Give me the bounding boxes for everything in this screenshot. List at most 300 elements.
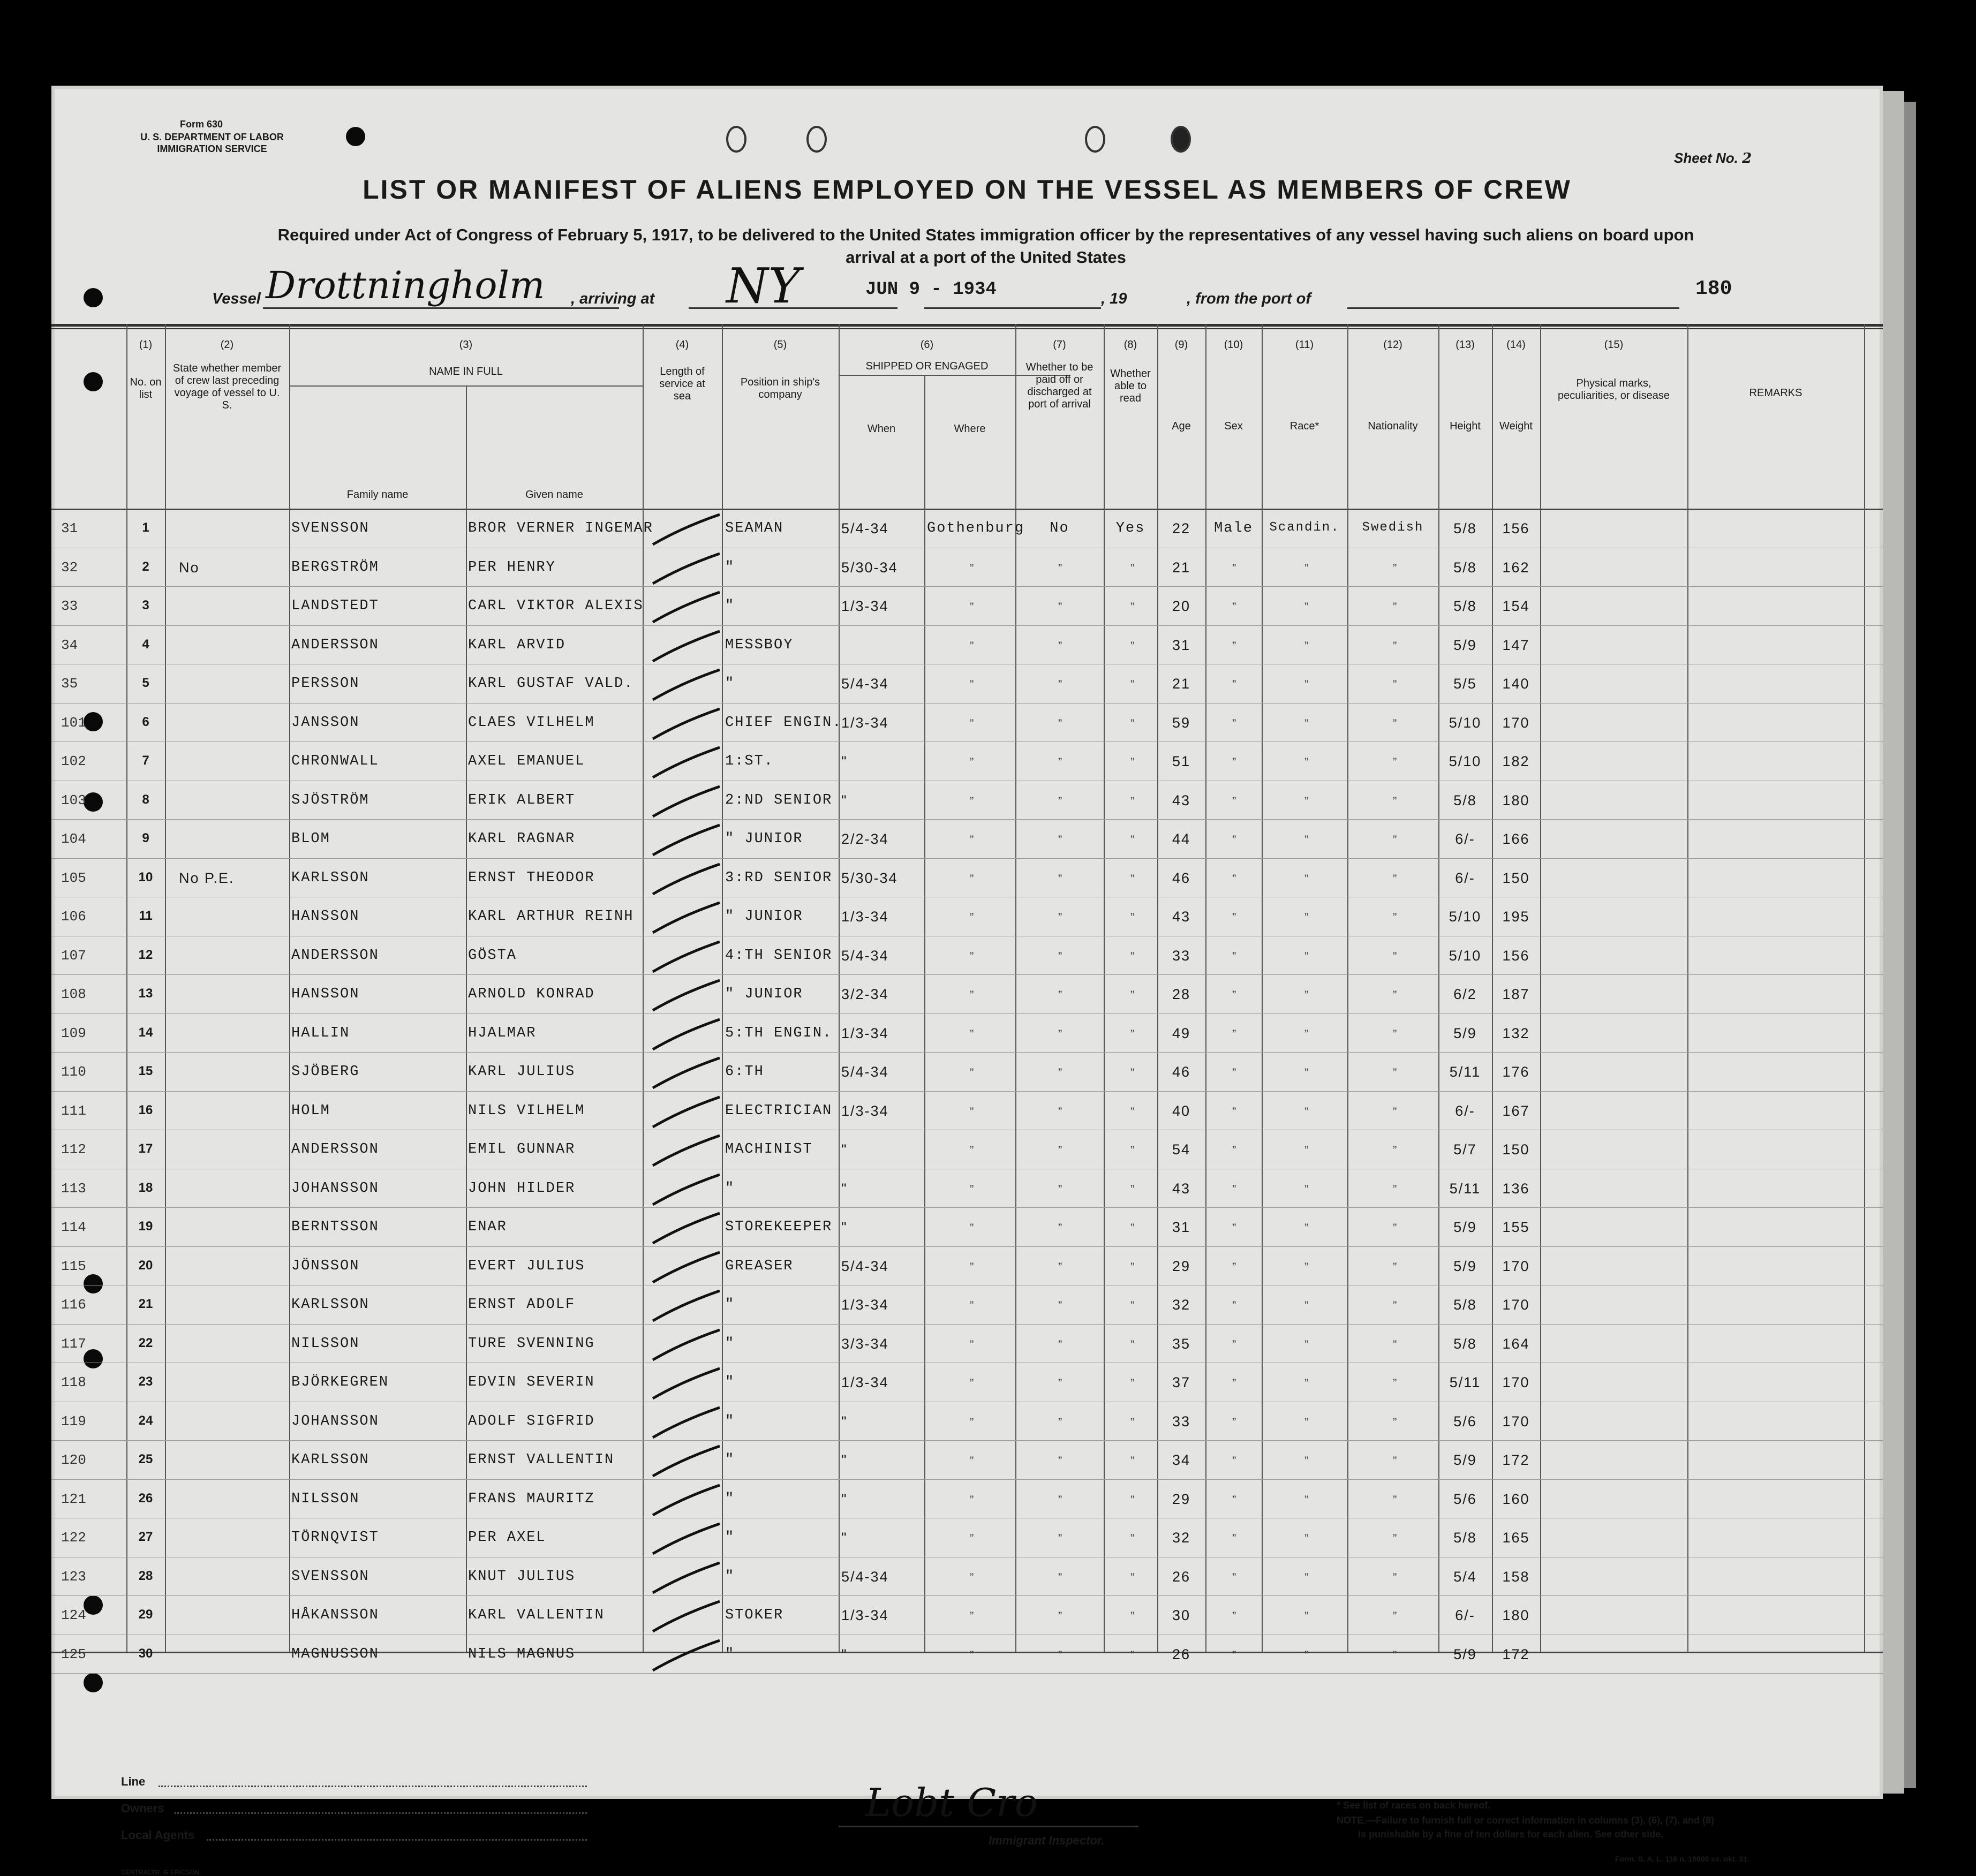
ditto-mark: ”	[1130, 600, 1135, 614]
position-value: MACHINIST	[725, 1141, 813, 1158]
weight-value: 154	[1502, 598, 1530, 614]
age-value: 22	[1172, 520, 1191, 536]
weight-value: 147	[1502, 637, 1530, 653]
family-name: JOHANSSON	[291, 1413, 379, 1429]
sheet-label: Sheet No.	[1674, 150, 1738, 166]
family-name: NILSSON	[291, 1335, 360, 1352]
ditto-mark: ”	[1130, 1027, 1135, 1041]
ditto-mark: ”	[1232, 1066, 1236, 1079]
arriving-label: , arriving at	[571, 290, 655, 307]
col5-label: Position in ship's company	[740, 376, 820, 400]
age-value: 54	[1172, 1141, 1191, 1158]
ditto-mark: ”	[1058, 1493, 1062, 1507]
age-value: 31	[1172, 637, 1191, 653]
shipped-date: 5/30-34	[841, 559, 898, 576]
ditto-mark: ”	[1393, 872, 1397, 886]
ditto-mark: ”	[1130, 1260, 1135, 1274]
ditto-mark: ”	[1058, 561, 1062, 575]
ditto-mark: ”	[1393, 1609, 1397, 1623]
height-value: 5/9	[1453, 637, 1477, 653]
weight-value: 167	[1502, 1102, 1530, 1119]
ditto-mark: ”	[1232, 1221, 1236, 1235]
position-value: ELECTRICIAN	[725, 1102, 833, 1119]
age-value: 37	[1172, 1374, 1191, 1390]
age-value: 21	[1172, 676, 1191, 692]
ditto-mark: ”	[1130, 639, 1135, 653]
shipped-date: "	[841, 1141, 848, 1158]
row-rule	[51, 1091, 1883, 1092]
ditto-mark: ”	[1232, 561, 1236, 575]
given-name: FRANS MAURITZ	[468, 1491, 595, 1507]
given-name: KARL ARVID	[468, 637, 566, 653]
ditto-mark: ”	[1058, 600, 1062, 614]
ditto-mark: ”	[1232, 1144, 1236, 1157]
position-value: "	[725, 1180, 735, 1197]
row-number: 20	[138, 1258, 153, 1273]
arrival-port: NY	[726, 258, 801, 314]
age-value: 33	[1172, 947, 1191, 964]
ditto-mark: ”	[1304, 1299, 1309, 1312]
service-check-icon	[650, 1598, 725, 1636]
ditto-mark: ”	[1304, 639, 1309, 653]
row-number: 25	[138, 1452, 153, 1466]
table-top-rule-2	[51, 328, 1883, 329]
col12-number: (12)	[1383, 339, 1402, 351]
shipped-date: 5/4-34	[841, 520, 889, 536]
page-subtitle	[121, 224, 1851, 269]
margin-line-number: 107	[61, 947, 86, 964]
ditto-mark: ”	[1058, 1066, 1062, 1079]
remarks-label: REMARKS	[1749, 387, 1802, 399]
punch-hole-icon	[346, 127, 365, 146]
ditto-mark: ”	[1232, 794, 1236, 808]
ditto-mark: ”	[1130, 1415, 1135, 1429]
row-rule	[51, 1673, 1883, 1674]
family-name: HALLIN	[291, 1025, 350, 1041]
family-name: SJÖBERG	[291, 1064, 360, 1080]
ditto-mark: ”	[1130, 1144, 1135, 1157]
family-name: SVENSSON	[291, 520, 369, 536]
ditto-mark: ”	[1232, 833, 1236, 846]
margin-line-number: 104	[61, 831, 86, 847]
margin-line-number: 106	[61, 909, 86, 925]
able-to-read-value: Yes	[1115, 520, 1145, 536]
stacked-page-edge-dark	[1904, 102, 1916, 1788]
weight-value: 164	[1502, 1335, 1530, 1352]
weight-value: 170	[1502, 1297, 1530, 1313]
family-name: BERGSTRÖM	[291, 559, 379, 576]
row-rule	[51, 1052, 1883, 1053]
crew-manifest-table	[51, 324, 1883, 1721]
age-value: 34	[1172, 1452, 1191, 1468]
service-check-icon	[650, 1482, 725, 1519]
age-value: 46	[1172, 1064, 1191, 1080]
margin-line-number: 121	[61, 1491, 86, 1507]
line-label: Line	[121, 1775, 146, 1788]
position-value: 4:TH SENIOR	[725, 947, 833, 964]
row-number: 12	[138, 947, 153, 962]
age-value: 51	[1172, 753, 1191, 769]
weight-value: 195	[1502, 909, 1530, 925]
ditto-mark: ”	[1304, 1066, 1309, 1079]
margin-line-number: 116	[61, 1297, 86, 1313]
weight-value: 160	[1502, 1491, 1530, 1507]
ditto-mark: ”	[1232, 1337, 1236, 1351]
weight-value: 170	[1502, 1258, 1530, 1274]
ditto-mark: ”	[1130, 988, 1135, 1002]
position-value: "	[725, 1568, 735, 1585]
ditto-mark: ”	[1393, 1415, 1397, 1429]
ditto-mark: ”	[1232, 1376, 1236, 1390]
height-value: 5/9	[1453, 1025, 1477, 1041]
ditto-mark: ”	[1232, 1609, 1236, 1623]
margin-line-number: 102	[61, 753, 86, 769]
row-number: 13	[138, 986, 153, 1001]
position-value: " JUNIOR	[725, 909, 803, 925]
margin-line-number: 105	[61, 869, 86, 886]
ditto-mark: ”	[970, 1221, 974, 1235]
service-check-icon	[650, 1132, 725, 1170]
family-name: ANDERSSON	[291, 1141, 379, 1158]
family-name: SJÖSTRÖM	[291, 792, 369, 808]
age-value: 44	[1172, 831, 1191, 847]
ditto-mark: ”	[1304, 1609, 1309, 1623]
age-value: 59	[1172, 714, 1191, 731]
ditto-mark: ”	[1393, 1337, 1397, 1351]
height-value: 5/11	[1449, 1064, 1481, 1080]
height-value: 5/7	[1453, 1141, 1477, 1158]
given-name: KARL GUSTAF VALD.	[468, 676, 634, 692]
penalty-note-2: is punishable by a fine of ten dollars for each alien. See other side.	[1358, 1829, 1664, 1840]
ditto-mark: ”	[1058, 1105, 1062, 1118]
ditto-mark: ”	[970, 1027, 974, 1041]
margin-line-number: 33	[61, 598, 78, 614]
age-value: 32	[1172, 1297, 1191, 1313]
ditto-mark: ”	[1304, 1532, 1309, 1545]
weight-value: 170	[1502, 1374, 1530, 1390]
age-value: 30	[1172, 1607, 1191, 1623]
row-number: 22	[138, 1335, 153, 1350]
ditto-mark: ”	[1393, 1066, 1397, 1079]
service-check-icon	[650, 744, 725, 782]
form-footnote: Form. S. A. L. 116 n. 10000 ex. okt. 31.	[1615, 1855, 1749, 1863]
ditto-mark: ”	[1130, 872, 1135, 886]
ditto-mark: ”	[1130, 1376, 1135, 1390]
shipped-date: 1/3-34	[841, 909, 889, 925]
given-name: JOHN HILDER	[468, 1180, 576, 1197]
given-name: EDVIN SEVERIN	[468, 1374, 595, 1390]
position-value: SEAMAN	[725, 520, 784, 536]
weight-value: 156	[1502, 520, 1530, 536]
margin-line-number: 115	[61, 1258, 86, 1274]
family-name: HANSSON	[291, 986, 360, 1002]
age-value: 43	[1172, 1180, 1191, 1197]
row-rule	[51, 858, 1883, 859]
position-value: GREASER	[725, 1258, 794, 1274]
weight-value: 136	[1502, 1180, 1530, 1197]
ditto-mark: ”	[1058, 1532, 1062, 1545]
position-value: " JUNIOR	[725, 831, 803, 847]
family-name: KARLSSON	[291, 869, 369, 886]
service-check-icon	[650, 1016, 725, 1054]
position-value: "	[725, 1297, 735, 1313]
owners-dots	[175, 1812, 587, 1814]
ditto-mark: ”	[970, 1454, 974, 1467]
table-top-rule	[51, 324, 1883, 327]
service-check-icon	[650, 822, 725, 859]
signature-underline	[839, 1826, 1138, 1827]
ditto-mark: ”	[1130, 911, 1135, 924]
given-name: HJALMAR	[468, 1025, 537, 1041]
ditto-mark: ”	[1393, 794, 1397, 808]
family-name: BLOM	[291, 831, 330, 847]
age-value: 35	[1172, 1335, 1191, 1352]
department-block	[132, 131, 292, 155]
family-name: SVENSSON	[291, 1568, 369, 1585]
ditto-mark: ”	[1058, 794, 1062, 808]
row-number: 21	[138, 1297, 153, 1311]
port-underline	[689, 307, 898, 309]
ditto-mark: ”	[1130, 716, 1135, 730]
position-value: MESSBOY	[725, 637, 794, 653]
col3-given-label: Given name	[525, 489, 583, 501]
age-value: 40	[1172, 1102, 1191, 1119]
ditto-mark: ”	[1232, 949, 1236, 963]
age-value: 21	[1172, 559, 1191, 576]
ditto-mark: ”	[1130, 1454, 1135, 1467]
stacked-page-edge	[1883, 91, 1904, 1794]
ditto-mark: ”	[1130, 1299, 1135, 1312]
shipped-date: 5/30-34	[841, 869, 898, 886]
family-name: PERSSON	[291, 676, 360, 692]
row-rule	[51, 974, 1883, 975]
ditto-mark: ”	[970, 1066, 974, 1079]
service-name: IMMIGRATION SERVICE	[157, 143, 267, 154]
col-rule	[1687, 324, 1688, 1652]
ditto-mark: ”	[1304, 1337, 1309, 1351]
ditto-mark: ”	[1393, 716, 1397, 730]
height-value: 5/8	[1453, 520, 1477, 536]
height-value: 6/-	[1455, 869, 1475, 886]
service-check-icon	[650, 1327, 725, 1364]
shipped-date: "	[841, 1646, 848, 1662]
inspector-signature: Lobt Cro	[865, 1780, 1038, 1825]
ditto-mark: ”	[970, 949, 974, 963]
ditto-mark: ”	[1232, 872, 1236, 886]
weight-value: 155	[1502, 1219, 1530, 1235]
ditto-mark: ”	[1130, 949, 1135, 963]
margin-line-number: 101	[61, 714, 86, 731]
ditto-mark: ”	[1130, 1648, 1135, 1662]
given-name: GÖSTA	[468, 947, 517, 964]
col10-label: Sex	[1224, 420, 1243, 432]
ditto-mark: ”	[970, 1105, 974, 1118]
age-value: 20	[1172, 598, 1191, 614]
col8-number: (8)	[1123, 339, 1137, 351]
position-value: 2:ND SENIOR	[725, 792, 833, 808]
ditto-mark: ”	[1058, 988, 1062, 1002]
family-name: JOHANSSON	[291, 1180, 379, 1197]
weight-value: 150	[1502, 869, 1530, 886]
height-value: 5/8	[1453, 559, 1477, 576]
prev-voyage-value: No	[179, 559, 200, 576]
position-value: "	[725, 1491, 735, 1507]
given-name: KARL RAGNAR	[468, 831, 576, 847]
service-check-icon	[650, 1404, 725, 1442]
ditto-mark: ”	[1304, 1260, 1309, 1274]
margin-line-number: 119	[61, 1413, 86, 1429]
family-name: TÖRNQVIST	[291, 1530, 379, 1546]
col3-label: NAME IN FULL	[429, 366, 503, 377]
ditto-mark: ”	[1130, 1570, 1135, 1584]
margin-line-number: 34	[61, 637, 78, 653]
position-value: STOREKEEPER	[725, 1219, 833, 1235]
sheet-value: 2	[1742, 150, 1752, 167]
col9-number: (9)	[1174, 339, 1188, 351]
given-name: ERNST ADOLF	[468, 1297, 576, 1313]
service-check-icon	[650, 1637, 725, 1675]
vessel-underline	[263, 307, 619, 309]
weight-value: 132	[1502, 1025, 1530, 1041]
margin-line-number: 123	[61, 1568, 86, 1585]
shipped-date: 1/3-34	[841, 1297, 889, 1313]
ditto-mark: ”	[1232, 639, 1236, 653]
ditto-mark: ”	[1130, 1337, 1135, 1351]
ditto-mark: ”	[1058, 1027, 1062, 1041]
height-value: 6/-	[1455, 831, 1475, 847]
ditto-mark: ”	[970, 678, 974, 691]
given-name: ERIK ALBERT	[468, 792, 576, 808]
shipped-date: "	[841, 1491, 848, 1507]
service-check-icon	[650, 511, 725, 549]
col9-label: Age	[1172, 420, 1191, 432]
weight-value: 180	[1502, 1607, 1530, 1623]
ditto-mark: ”	[1393, 1648, 1397, 1662]
ditto-mark: ”	[970, 1609, 974, 1623]
family-name: HÅKANSSON	[291, 1607, 379, 1623]
age-value: 49	[1172, 1025, 1191, 1041]
family-name: LANDSTEDT	[291, 598, 379, 614]
shipped-date: 1/3-34	[841, 1025, 889, 1041]
given-name: ERNST THEODOR	[468, 869, 595, 886]
height-value: 5/8	[1453, 1335, 1477, 1352]
ditto-mark: ”	[1130, 1609, 1135, 1623]
col7-label: Whether to be paid off or discharged at port of arrival	[1025, 361, 1093, 410]
ditto-mark: ”	[1232, 1260, 1236, 1274]
ditto-mark: ”	[1304, 1027, 1309, 1041]
service-check-icon	[650, 706, 725, 743]
binding-hole-icon	[806, 126, 827, 153]
age-value: 26	[1172, 1568, 1191, 1585]
ditto-mark: ”	[1058, 639, 1062, 653]
height-value: 5/8	[1453, 1297, 1477, 1313]
ditto-mark: ”	[1130, 1066, 1135, 1079]
service-check-icon	[650, 1249, 725, 1287]
ditto-mark: ”	[1304, 988, 1309, 1002]
ditto-mark: ”	[1058, 1144, 1062, 1157]
position-value: 6:TH	[725, 1064, 764, 1080]
line-dots	[159, 1786, 587, 1787]
col12-label: Nationality	[1368, 420, 1418, 432]
given-name: NILS MAGNUS	[468, 1646, 576, 1662]
ditto-mark: ”	[970, 716, 974, 730]
page-title: LIST OR MANIFEST OF ALIENS EMPLOYED ON THE VESSEL AS MEMBERS OF CREW	[363, 175, 1572, 205]
height-value: 5/9	[1453, 1219, 1477, 1235]
ditto-mark: ”	[1058, 1337, 1062, 1351]
shipped-date: "	[841, 1219, 848, 1235]
position-value: 3:RD SENIOR	[725, 869, 833, 886]
row-number: 11	[139, 909, 153, 923]
row-number: 14	[138, 1025, 153, 1040]
position-value: " JUNIOR	[725, 986, 803, 1002]
ditto-mark: ”	[970, 1337, 974, 1351]
ditto-mark: ”	[1304, 1144, 1309, 1157]
ditto-mark: ”	[970, 639, 974, 653]
shipped-date: 5/4-34	[841, 1568, 889, 1585]
position-value: "	[725, 1374, 735, 1390]
given-name: ERNST VALLENTIN	[468, 1452, 615, 1468]
margin-line-number: 110	[61, 1064, 86, 1080]
ditto-mark: ”	[1058, 1376, 1062, 1390]
age-value: 29	[1172, 1491, 1191, 1507]
given-name: NILS VILHELM	[468, 1102, 585, 1119]
service-check-icon	[650, 1288, 725, 1325]
ditto-mark: ”	[1232, 755, 1236, 769]
weight-value: 140	[1502, 676, 1530, 692]
given-name: KARL ARTHUR REINH	[468, 909, 634, 925]
position-value: "	[725, 559, 735, 576]
weight-value: 165	[1502, 1530, 1530, 1546]
ditto-mark: ”	[1058, 872, 1062, 886]
ditto-mark: ”	[1232, 988, 1236, 1002]
ditto-mark: ”	[1058, 678, 1062, 691]
weight-value: 156	[1502, 947, 1530, 964]
height-value: 5/6	[1453, 1413, 1477, 1429]
weight-value: 162	[1502, 559, 1530, 576]
col6-when-label: When	[867, 423, 896, 435]
row-number: 2	[142, 559, 149, 574]
ditto-mark: ”	[1130, 678, 1135, 691]
race-value: Scandin.	[1269, 520, 1340, 535]
ditto-mark: ”	[1232, 1493, 1236, 1507]
ditto-mark: ”	[970, 988, 974, 1002]
given-name: ADOLF SIGFRID	[468, 1413, 595, 1429]
family-name: HOLM	[291, 1102, 330, 1119]
shipped-date: 3/2-34	[841, 986, 889, 1002]
shipped-date: 1/3-34	[841, 1102, 889, 1119]
height-value: 5/6	[1453, 1491, 1477, 1507]
prev-voyage-value: No P.E.	[179, 869, 235, 886]
vessel-label: Vessel	[212, 290, 261, 307]
position-value: "	[725, 598, 735, 614]
row-number: 4	[142, 637, 149, 652]
shipped-date: 5/4-34	[841, 947, 889, 964]
penalty-note-1: NOTE.—Failure to furnish full or correct information in columns (3), (6), (7), and (8)	[1337, 1815, 1715, 1826]
age-value: 43	[1172, 792, 1191, 808]
row-number: 9	[142, 831, 149, 845]
age-value: 26	[1172, 1646, 1191, 1662]
ditto-mark: ”	[1393, 1105, 1397, 1118]
ditto-mark: ”	[1393, 639, 1397, 653]
margin-line-number: 31	[61, 520, 78, 536]
service-check-icon	[650, 589, 725, 626]
position-value: "	[725, 1335, 735, 1352]
row-rule	[51, 1246, 1883, 1247]
service-check-icon	[650, 667, 725, 704]
row-number: 28	[138, 1568, 153, 1583]
col10-number: (10)	[1224, 339, 1243, 351]
ditto-mark: ”	[1304, 1493, 1309, 1507]
